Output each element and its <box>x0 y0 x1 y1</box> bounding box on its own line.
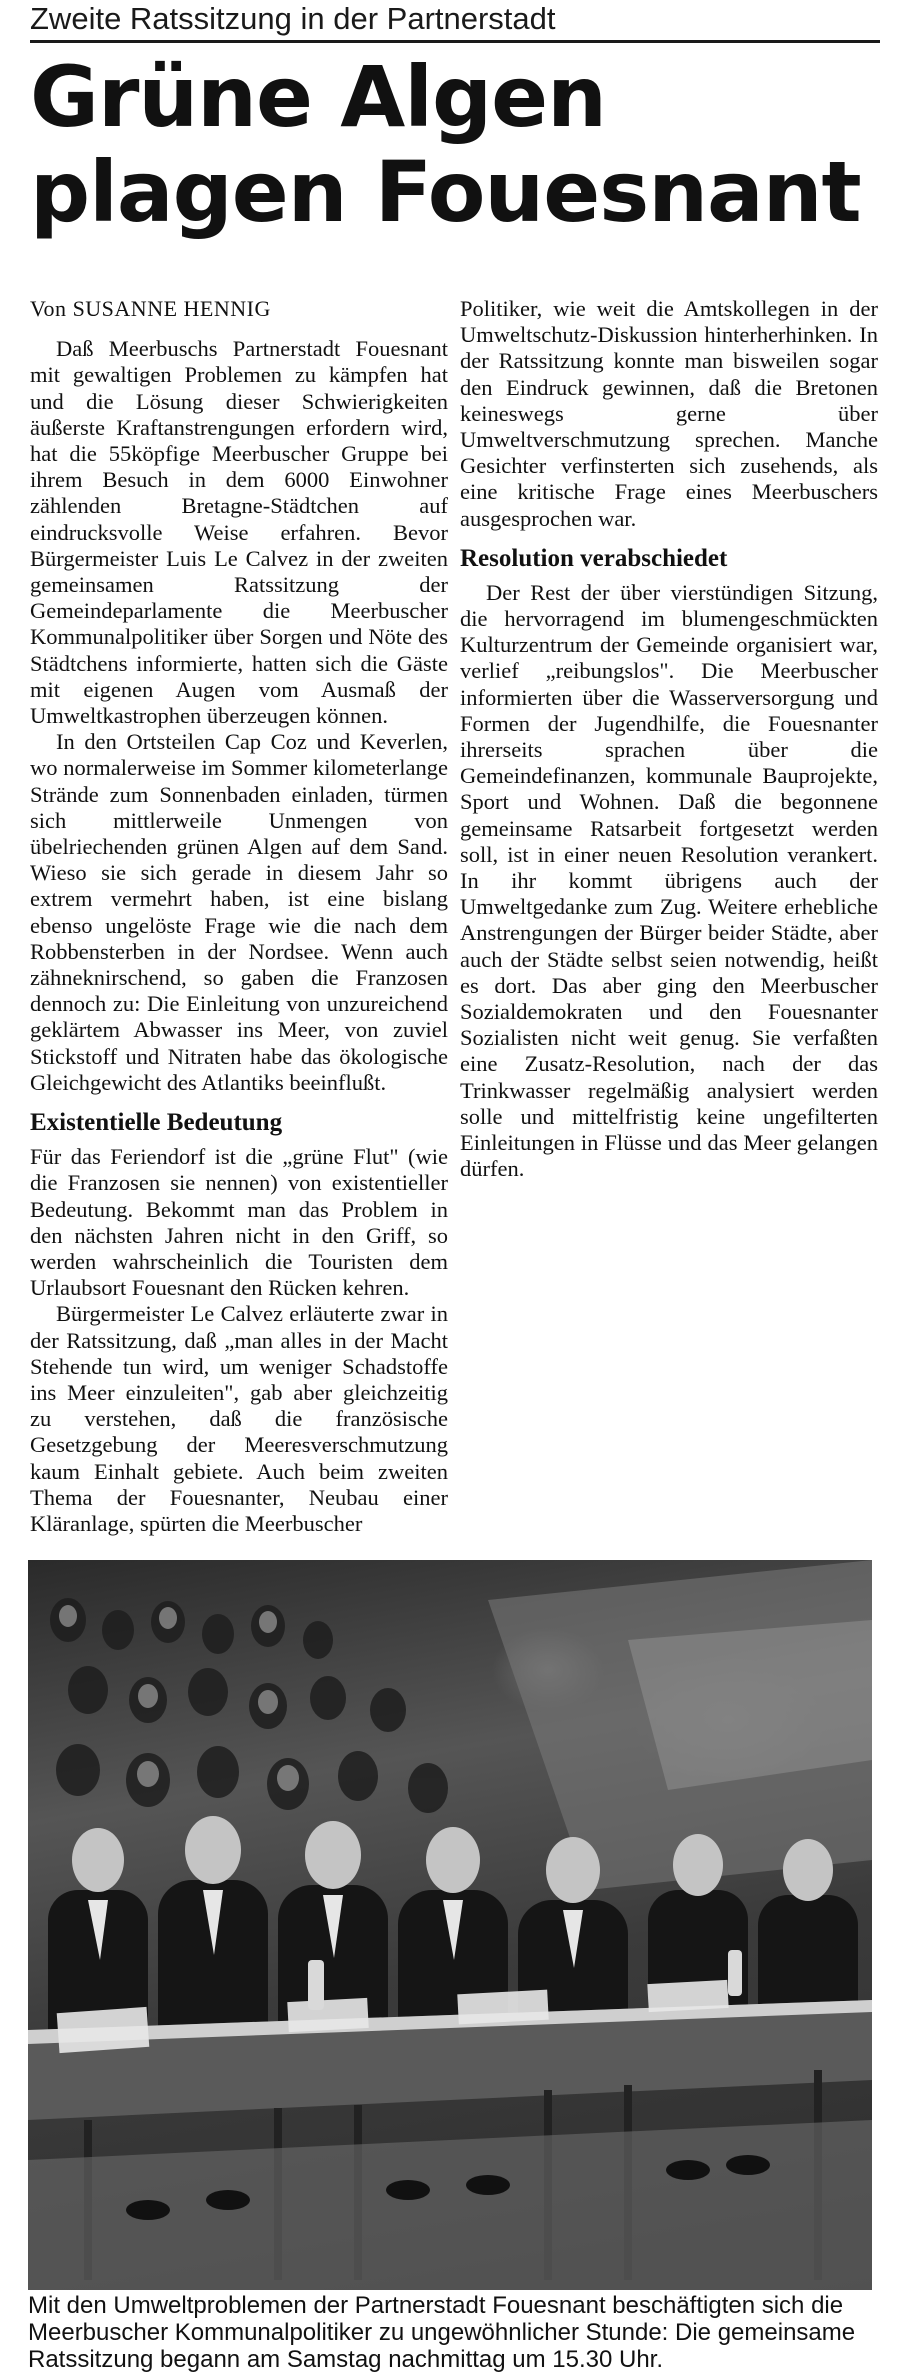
headline-line-1: Grüne Algen <box>30 48 606 146</box>
photo-illustration <box>28 1560 872 2290</box>
paragraph-4: Bürgermeister Le Calvez erläuterte zwar in der Ratssitzung, daß „man alles in der Macht Stehende tun wird, um weniger Schadstoffe ins Meer einzuleiten", gab aber gleichzeitig zu verstehen, daß die französische Gesetzgebung der Meeresverschmutzung kaum Einhalt gebiete. Auch beim zweiten Thema der Fouesnanter, Neubau einer Kläranlage, spürten die Meerbuscher <box>30 1301 448 1536</box>
byline-author: SUSANNE HENNIG <box>72 296 271 321</box>
paragraph-5: Der Rest der über vierstündigen Sitzung, die hervorragend im blumengeschmückten Kulturzentrum der Gemeinde organisiert war, verlief „reibungslos". Die Meerbuscher informierten über die Wasserversorgung und Formen der Jugendhilfe, die Fouesnanter ihrerseits sprachen über die Gemeindefinanzen, kommunale Bauprojekte, Sport und Wohnen. Daß die begonnene gemeinsame Ratsarbeit fortgesetzt werden soll, ist in einer neuen Resolution verankert. In ihr kommt übrigens auch der Umweltgedanke zum Zug. Weitere erhebliche Anstrengungen der Bürger beider Städte, aber auch der Städte selbst seien notwendig, heißt es dort. Das aber ging den Meerbuscher Sozialdemokraten und den Fouesnanter Sozialisten nicht weit genug. Sie verfaßten eine Zusatz-Resolution, nach der das Trinkwasser regelmäßig analysiert werden solle und mittelfristig keine ungefilterten Einleitungen in Flüsse und das Meer gelangen dürfen. <box>460 579 878 1182</box>
kicker-line: Zweite Ratssitzung in der Partnerstadt <box>30 0 880 43</box>
article-column-right <box>460 296 878 1183</box>
photo-caption: Mit den Umweltproblemen der Partnerstadt Fouesnant beschäftigten sich die Meerbuscher Kommunalpolitiker zu ungewöhnlicher Stunde: Die gemeinsame Ratssitzung begann am Samstag nachmittag um 15.30 Uhr. <box>28 2292 856 2373</box>
headline <box>30 50 880 240</box>
subheading-existentielle-bedeutung: Existentielle Bedeutung <box>30 1109 283 1137</box>
byline <box>30 296 448 322</box>
council-meeting-photo <box>28 1560 872 2290</box>
article-column-left <box>30 296 448 1537</box>
paragraph-2: In den Ortsteilen Cap Coz und Keverlen, wo normalerweise im Sommer kilometerlange Strände zum Sonnenbaden einladen, türmen sich mittlerweile Unmengen von übelriechenden grünen Algen auf dem Sand. Wieso sie sich gerade in diesem Jahr so extrem vermehrt haben, ist eine bislang ebenso ungelöste Frage wie die nach dem Robbensterben in der Nordsee. Wenn auch zähneknirschend, so gaben die Franzosen dennoch zu: Die Einleitung von unzureichend geklärtem Abwasser ins Meer, von zuviel Stickstoff und Nitraten habe das ökologische Gleichgewicht des Atlantiks beeinflußt. <box>30 729 448 1095</box>
paragraph-3: Für das Feriendorf ist die „grüne Flut" (wie die Franzosen sie nennen) von existentieller Bedeutung. Bekommt man das Problem in den nächsten Jahren nicht in den Griff, so werden wahrscheinlich die Touristen dem Urlaubsort Fouesnant den Rücken kehren. <box>30 1144 448 1301</box>
paragraph-4-continued: Politiker, wie weit die Amtskollegen in der Umweltschutz-Diskussion hinterherhinken. In der Ratssitzung konnte man bisweilen sogar den Eindruck gewinnen, daß die Bretonen keineswegs gerne über Umweltverschmutzung sprechen. Manche Gesichter verfinsterten sich zusehends, als eine kritische Frage eines Meerbuschers ausgesprochen war. <box>460 296 878 531</box>
byline-prefix: Von <box>30 296 73 321</box>
subheading-resolution-verabschiedet: Resolution verabschiedet <box>460 544 728 572</box>
paragraph-1: Daß Meerbuschs Partnerstadt Fouesnant mit gewaltigen Problemen zu kämpfen hat und die Lösung dieser Schwierigkeiten äußerste Kraftanstrengungen erfordern wird, hat die 55köpfige Meerbuscher Gruppe bei ihrem Besuch in dem 6000 Einwohner zählenden Bretagne-Städtchen auf eindrucksvolle Weise erfahren. Bevor Bürgermeister Luis Le Calvez in der zweiten gemeinsamen Ratssitzung der Gemeindeparlamente die Meerbuscher Kommunalpolitiker über Sorgen und Nöte des Städtchens informierte, hatten sich die Gäste mit eigenen Augen vom Ausmaß der Umweltkastrophen überzeugen können. <box>30 336 448 729</box>
headline-line-2: plagen Fouesnant <box>30 143 861 241</box>
